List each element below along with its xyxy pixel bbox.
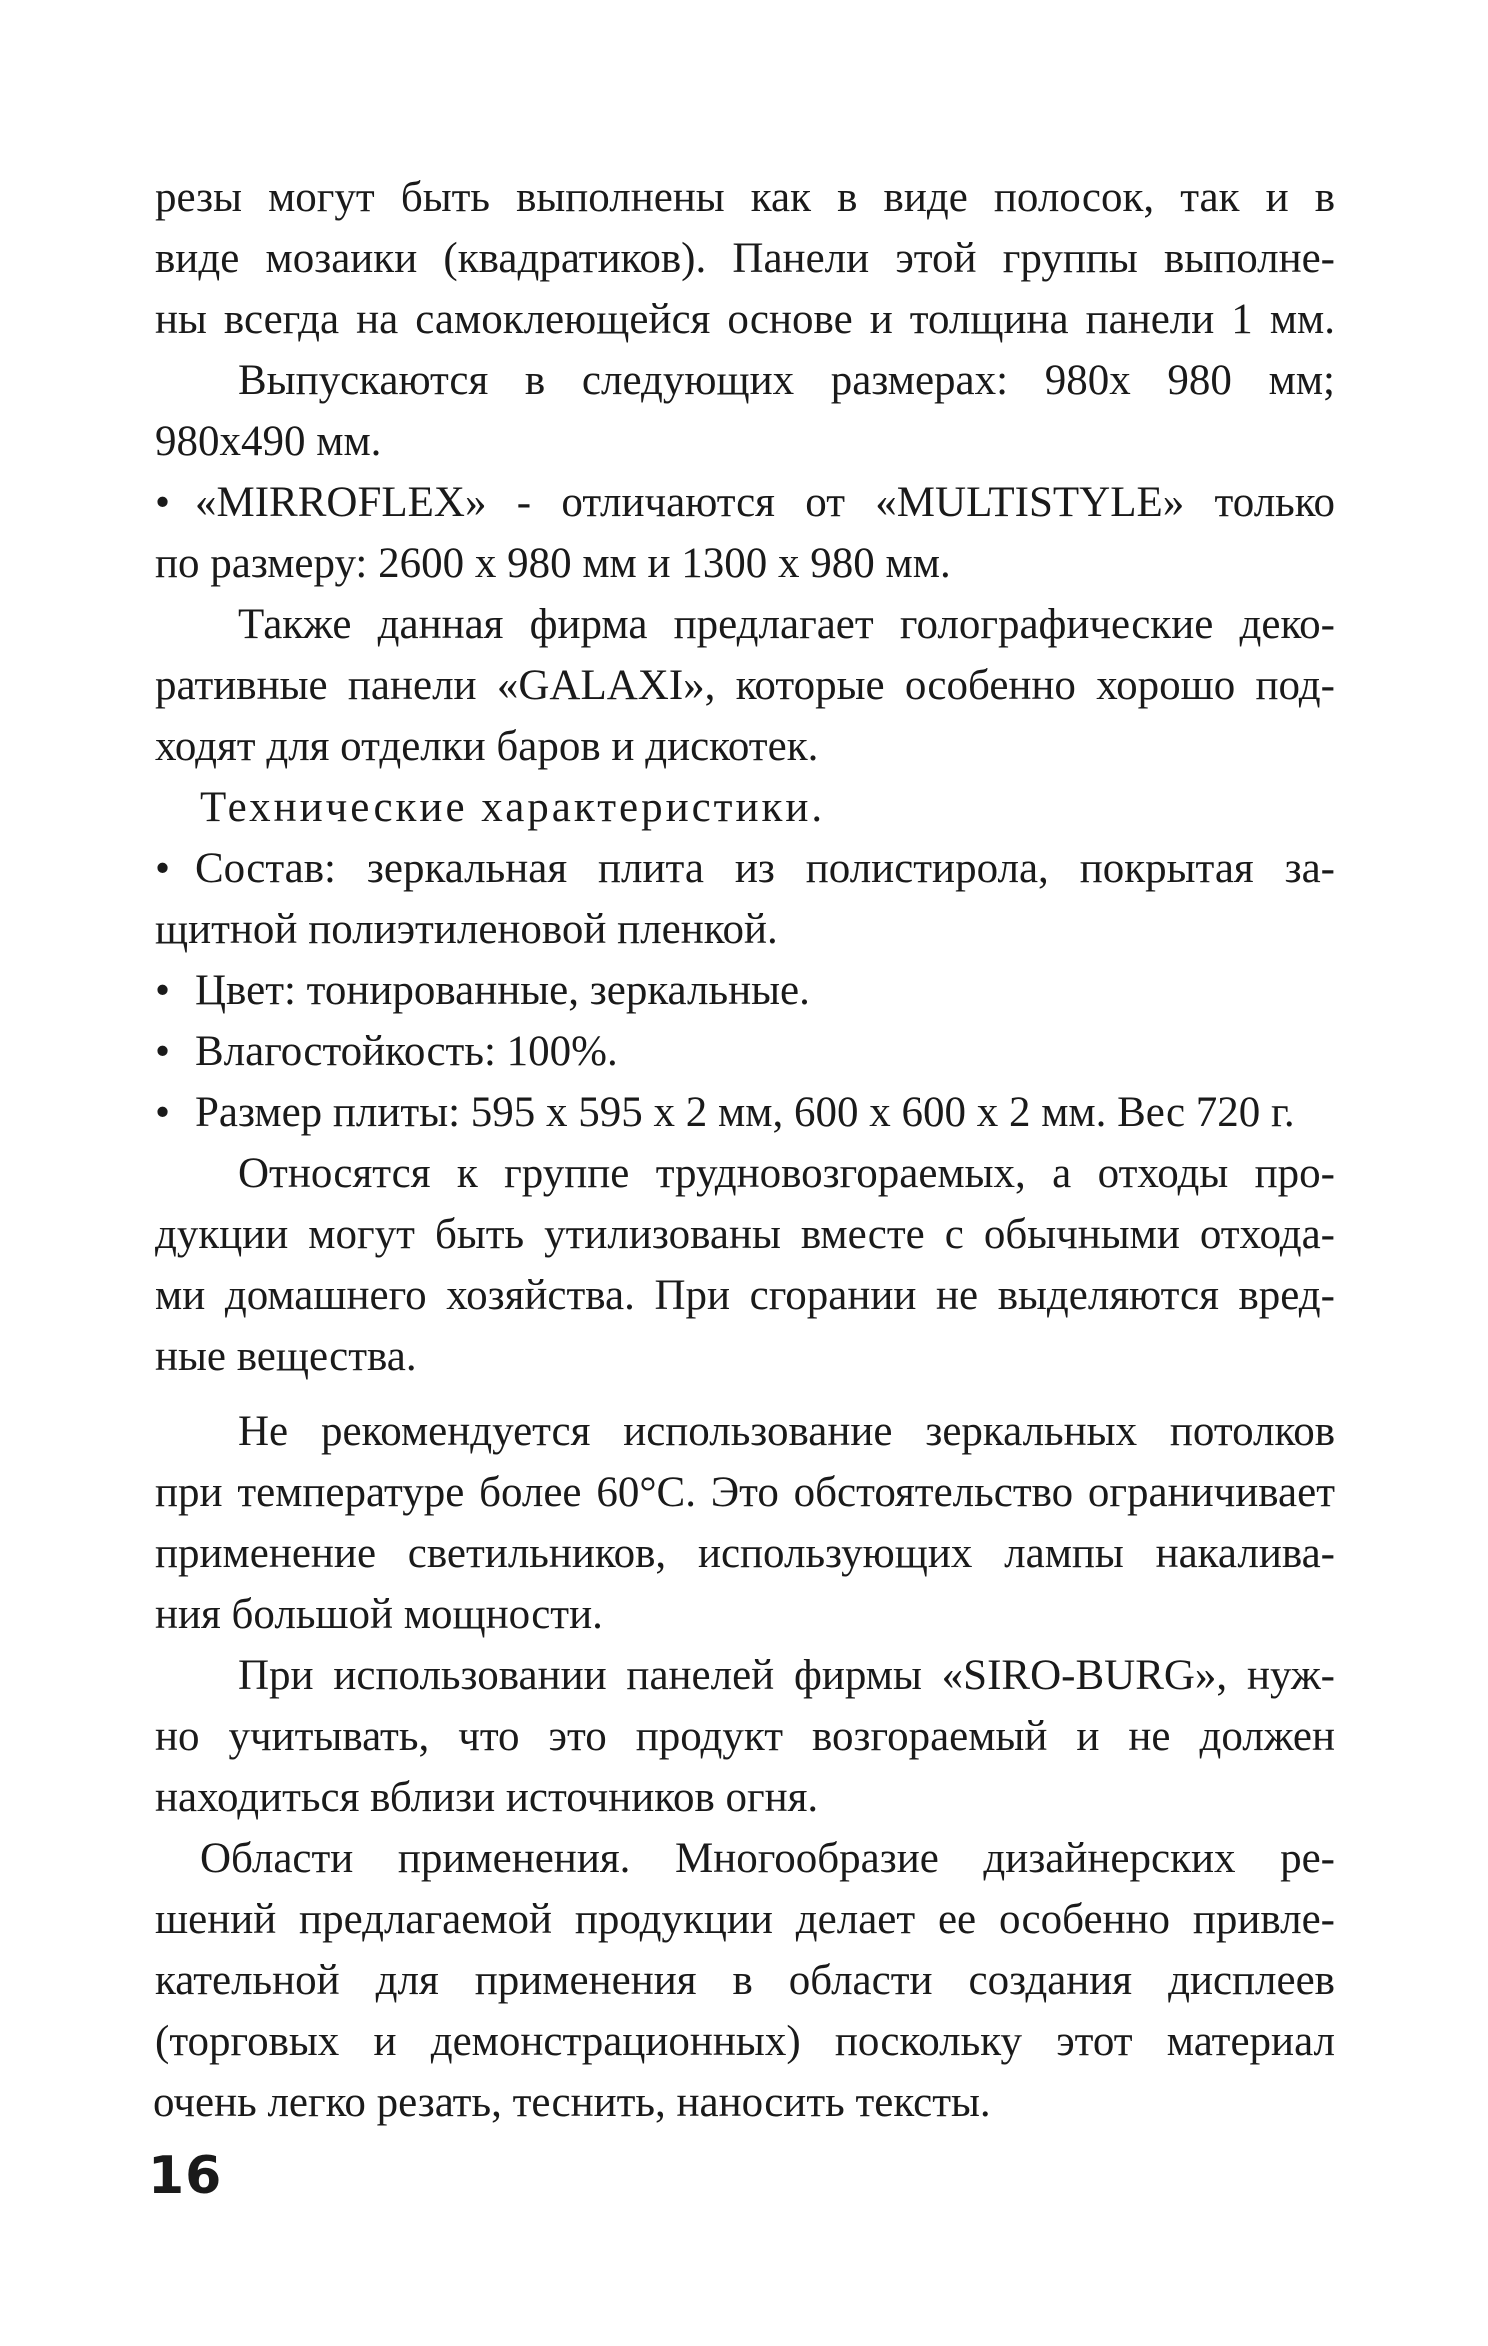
text-line: кательной для применения в области создания дисплеев bbox=[155, 1957, 1335, 2004]
bullet-icon: • bbox=[155, 845, 171, 892]
text-line: ми домашнего хозяйства. При сгорании не выделяются вред- bbox=[155, 1272, 1335, 1319]
text-line: шений предлагаемой продукции делает ее особенно привле- bbox=[155, 1896, 1335, 1943]
text-line: применение светильников, использующих лампы накалива- bbox=[155, 1530, 1335, 1577]
bullet-text: Цвет: тонированные, зеркальные. bbox=[195, 967, 810, 1014]
bullet-icon: • bbox=[155, 1089, 171, 1136]
text-line: резы могут быть выполнены как в виде полосок, так и в bbox=[155, 174, 1335, 221]
text-line: ны всегда на самоклеющейся основе и толщина панели 1 мм. bbox=[155, 296, 1335, 343]
text-line: виде мозаики (квадратиков). Панели этой группы выполне- bbox=[155, 235, 1335, 282]
bullet-text: «MIRROFLEX» - отличаются от «MULTISTYLE» только bbox=[195, 479, 1335, 526]
bullet-item bbox=[155, 1083, 1335, 1143]
bullet-text: Влагостойкость: 100%. bbox=[195, 1028, 618, 1075]
section-heading: Технические характеристики. bbox=[200, 784, 826, 831]
text-line: Выпускаются в следующих размерах: 980х 980 мм; bbox=[238, 357, 1335, 404]
text-line: Не рекомендуется использование зеркальных потолков bbox=[238, 1408, 1335, 1455]
text-line: Относятся к группе трудновозгораемых, а отходы про- bbox=[238, 1150, 1335, 1197]
bullet-item bbox=[155, 1022, 1335, 1082]
text-line: ные вещества. bbox=[155, 1333, 417, 1380]
text-line: но учитывать, что это продукт возгораемый и не должен bbox=[155, 1713, 1335, 1760]
text-line: (торговых и демонстрационных) поскольку этот материал bbox=[155, 2018, 1335, 2065]
text-line: ходят для отделки баров и дискотек. bbox=[155, 723, 819, 770]
text-line: по размеру: 2600 х 980 мм и 1300 х 980 мм. bbox=[155, 540, 951, 587]
bullet-icon: • bbox=[155, 967, 171, 1014]
text-line: очень легко резать, теснить, наносить тексты. bbox=[153, 2079, 991, 2126]
text-line: При использовании панелей фирмы «SIRO-BURG», нуж- bbox=[238, 1652, 1335, 1699]
text-line: ния большой мощности. bbox=[155, 1591, 603, 1638]
text-line: Также данная фирма предлагает голографические деко- bbox=[238, 601, 1335, 648]
bullet-item bbox=[155, 473, 1335, 533]
text-line: Области применения. Многообразие дизайнерских ре- bbox=[200, 1835, 1335, 1882]
bullet-text: Размер плиты: 595 х 595 х 2 мм, 600 х 600 х 2 мм. Вес 720 г. bbox=[195, 1089, 1295, 1136]
text-line: щитной полиэтиленовой пленкой. bbox=[155, 906, 778, 953]
text-line: при температуре более 60°С. Это обстоятельство ограничивает bbox=[155, 1469, 1335, 1516]
bullet-icon: • bbox=[155, 479, 171, 526]
bullet-item bbox=[155, 839, 1335, 899]
text-line: ративные панели «GALAXI», которые особенно хорошо под- bbox=[155, 662, 1335, 709]
bullet-item bbox=[155, 961, 1335, 1021]
bullet-icon: • bbox=[155, 1028, 171, 1075]
text-line: дукции могут быть утилизованы вместе с обычными отхода- bbox=[155, 1211, 1335, 1258]
bullet-text: Состав: зеркальная плита из полистирола, покрытая за- bbox=[195, 845, 1335, 892]
page-number: 16 bbox=[148, 2146, 223, 2206]
text-line: 980х490 мм. bbox=[155, 418, 382, 465]
text-line: находиться вблизи источников огня. bbox=[155, 1774, 819, 1821]
